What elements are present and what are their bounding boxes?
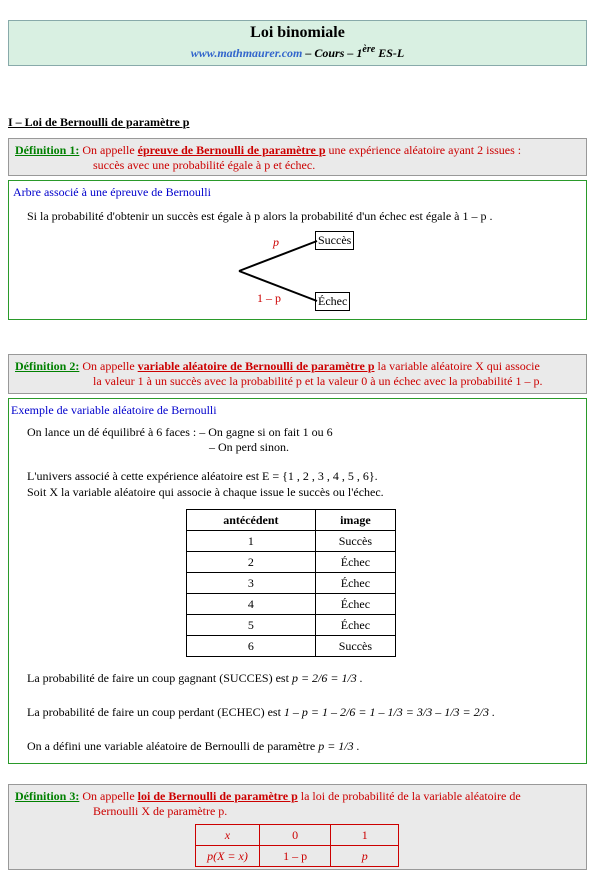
parameter-formula: p = 1/3 . — [318, 739, 360, 753]
tree-text: Si la probabilité d'obtenir un succès est égale à p alors la probabilité d'un échec est égale à 1 – p . — [27, 209, 493, 223]
probability-success-line: La probabilité de faire un coup gagnant (SUCCES) est p = 2/6 = 1/3 . — [27, 671, 363, 685]
tree-node-success: Succès — [315, 231, 354, 250]
probability-success-formula: p = 2/6 = 1/3 . — [291, 671, 363, 685]
table-header: antécédent — [187, 510, 316, 531]
parameter-line: On a défini une variable aléatoire de Bernoulli de paramètre p = 1/3 . — [27, 739, 360, 753]
definition-2-label: Définition 2: — [15, 359, 80, 373]
table-row: p(X = x) 1 – p p — [196, 846, 399, 867]
tree-label-p: p — [273, 235, 279, 249]
example-line-2: – On perd sinon. — [209, 440, 289, 454]
section-heading: I – Loi de Bernoulli de paramètre p — [8, 115, 190, 129]
example-line-3: L'univers associé à cette expérience aléatoire est E = {1 , 2 , 3 , 4 , 5 , 6}. — [27, 469, 378, 483]
table-row: 3 Échec — [187, 573, 396, 594]
definition-3-label: Définition 3: — [15, 789, 80, 803]
table-row: 2 Échec — [187, 552, 396, 573]
page-subtitle: www.mathmaurer.com – Cours – 1ère ES-L — [190, 44, 405, 60]
example-title: Exemple de variable aléatoire de Bernoulli — [11, 403, 217, 417]
table-header: image — [315, 510, 395, 531]
definition-2-box: Définition 2: On appelle variable aléatoire de Bernoulli de paramètre p la variable aléatoire X qui associe la valeur 1 à un succès avec la probabilité p et la valeur 0 à un échec avec la probabilité 1 – p. — [8, 354, 587, 394]
tree-title: Arbre associé à une épreuve de Bernoulli — [13, 185, 211, 199]
tree-label-q: 1 – p — [257, 291, 281, 305]
table-row: 5 Échec — [187, 615, 396, 636]
definition-3-box: Définition 3: On appelle loi de Bernoulli de paramètre p la loi de probabilité de la variable aléatoire de Bernoulli X de paramètre p. x 0 1 p(X = x) 1 – p p — [8, 784, 587, 870]
tree-box — [8, 180, 587, 320]
page-title: Loi binomiale — [250, 24, 345, 41]
definition-3-term: loi de Bernoulli de paramètre p — [137, 789, 298, 803]
example-line-4: Soit X la variable aléatoire qui associe à chaque issue le succès ou l'échec. — [27, 485, 384, 499]
site-link[interactable]: www.mathmaurer.com — [190, 46, 303, 60]
table-header-row — [187, 510, 396, 531]
definition-2-term: variable aléatoire de Bernoulli de paramètre p — [137, 359, 375, 373]
page-header — [8, 20, 587, 66]
table-row: 4 Échec — [187, 594, 396, 615]
tree-node-failure: Échec — [315, 292, 350, 311]
probability-failure-formula: 1 – p = 1 – 2/6 = 1 – 1/3 = 3/3 – 1/3 = 2/3 . — [283, 705, 495, 719]
example-line-1: On lance un dé équilibré à 6 faces : – On gagne si on fait 1 ou 6 — [27, 425, 333, 439]
bernoulli-law-table — [195, 824, 399, 867]
table-row: x 0 1 — [196, 825, 399, 846]
probability-tree — [229, 229, 389, 314]
table-row: 6 Succès — [187, 636, 396, 657]
outcome-table — [186, 509, 396, 657]
probability-failure-line: La probabilité de faire un coup perdant (ECHEC) est 1 – p = 1 – 2/6 = 1 – 1/3 = 3/3 – 1/3 = 2/3 . — [27, 705, 495, 719]
definition-1-box: Définition 1: On appelle épreuve de Bernoulli de paramètre p une expérience aléatoire ayant 2 issues : succès avec une probabilité égale à p et échec. — [8, 138, 587, 176]
definition-1-term: épreuve de Bernoulli de paramètre p — [137, 143, 326, 157]
example-box — [8, 398, 587, 764]
definition-1-label: Définition 1: — [15, 143, 80, 157]
table-row: 1 Succès — [187, 531, 396, 552]
